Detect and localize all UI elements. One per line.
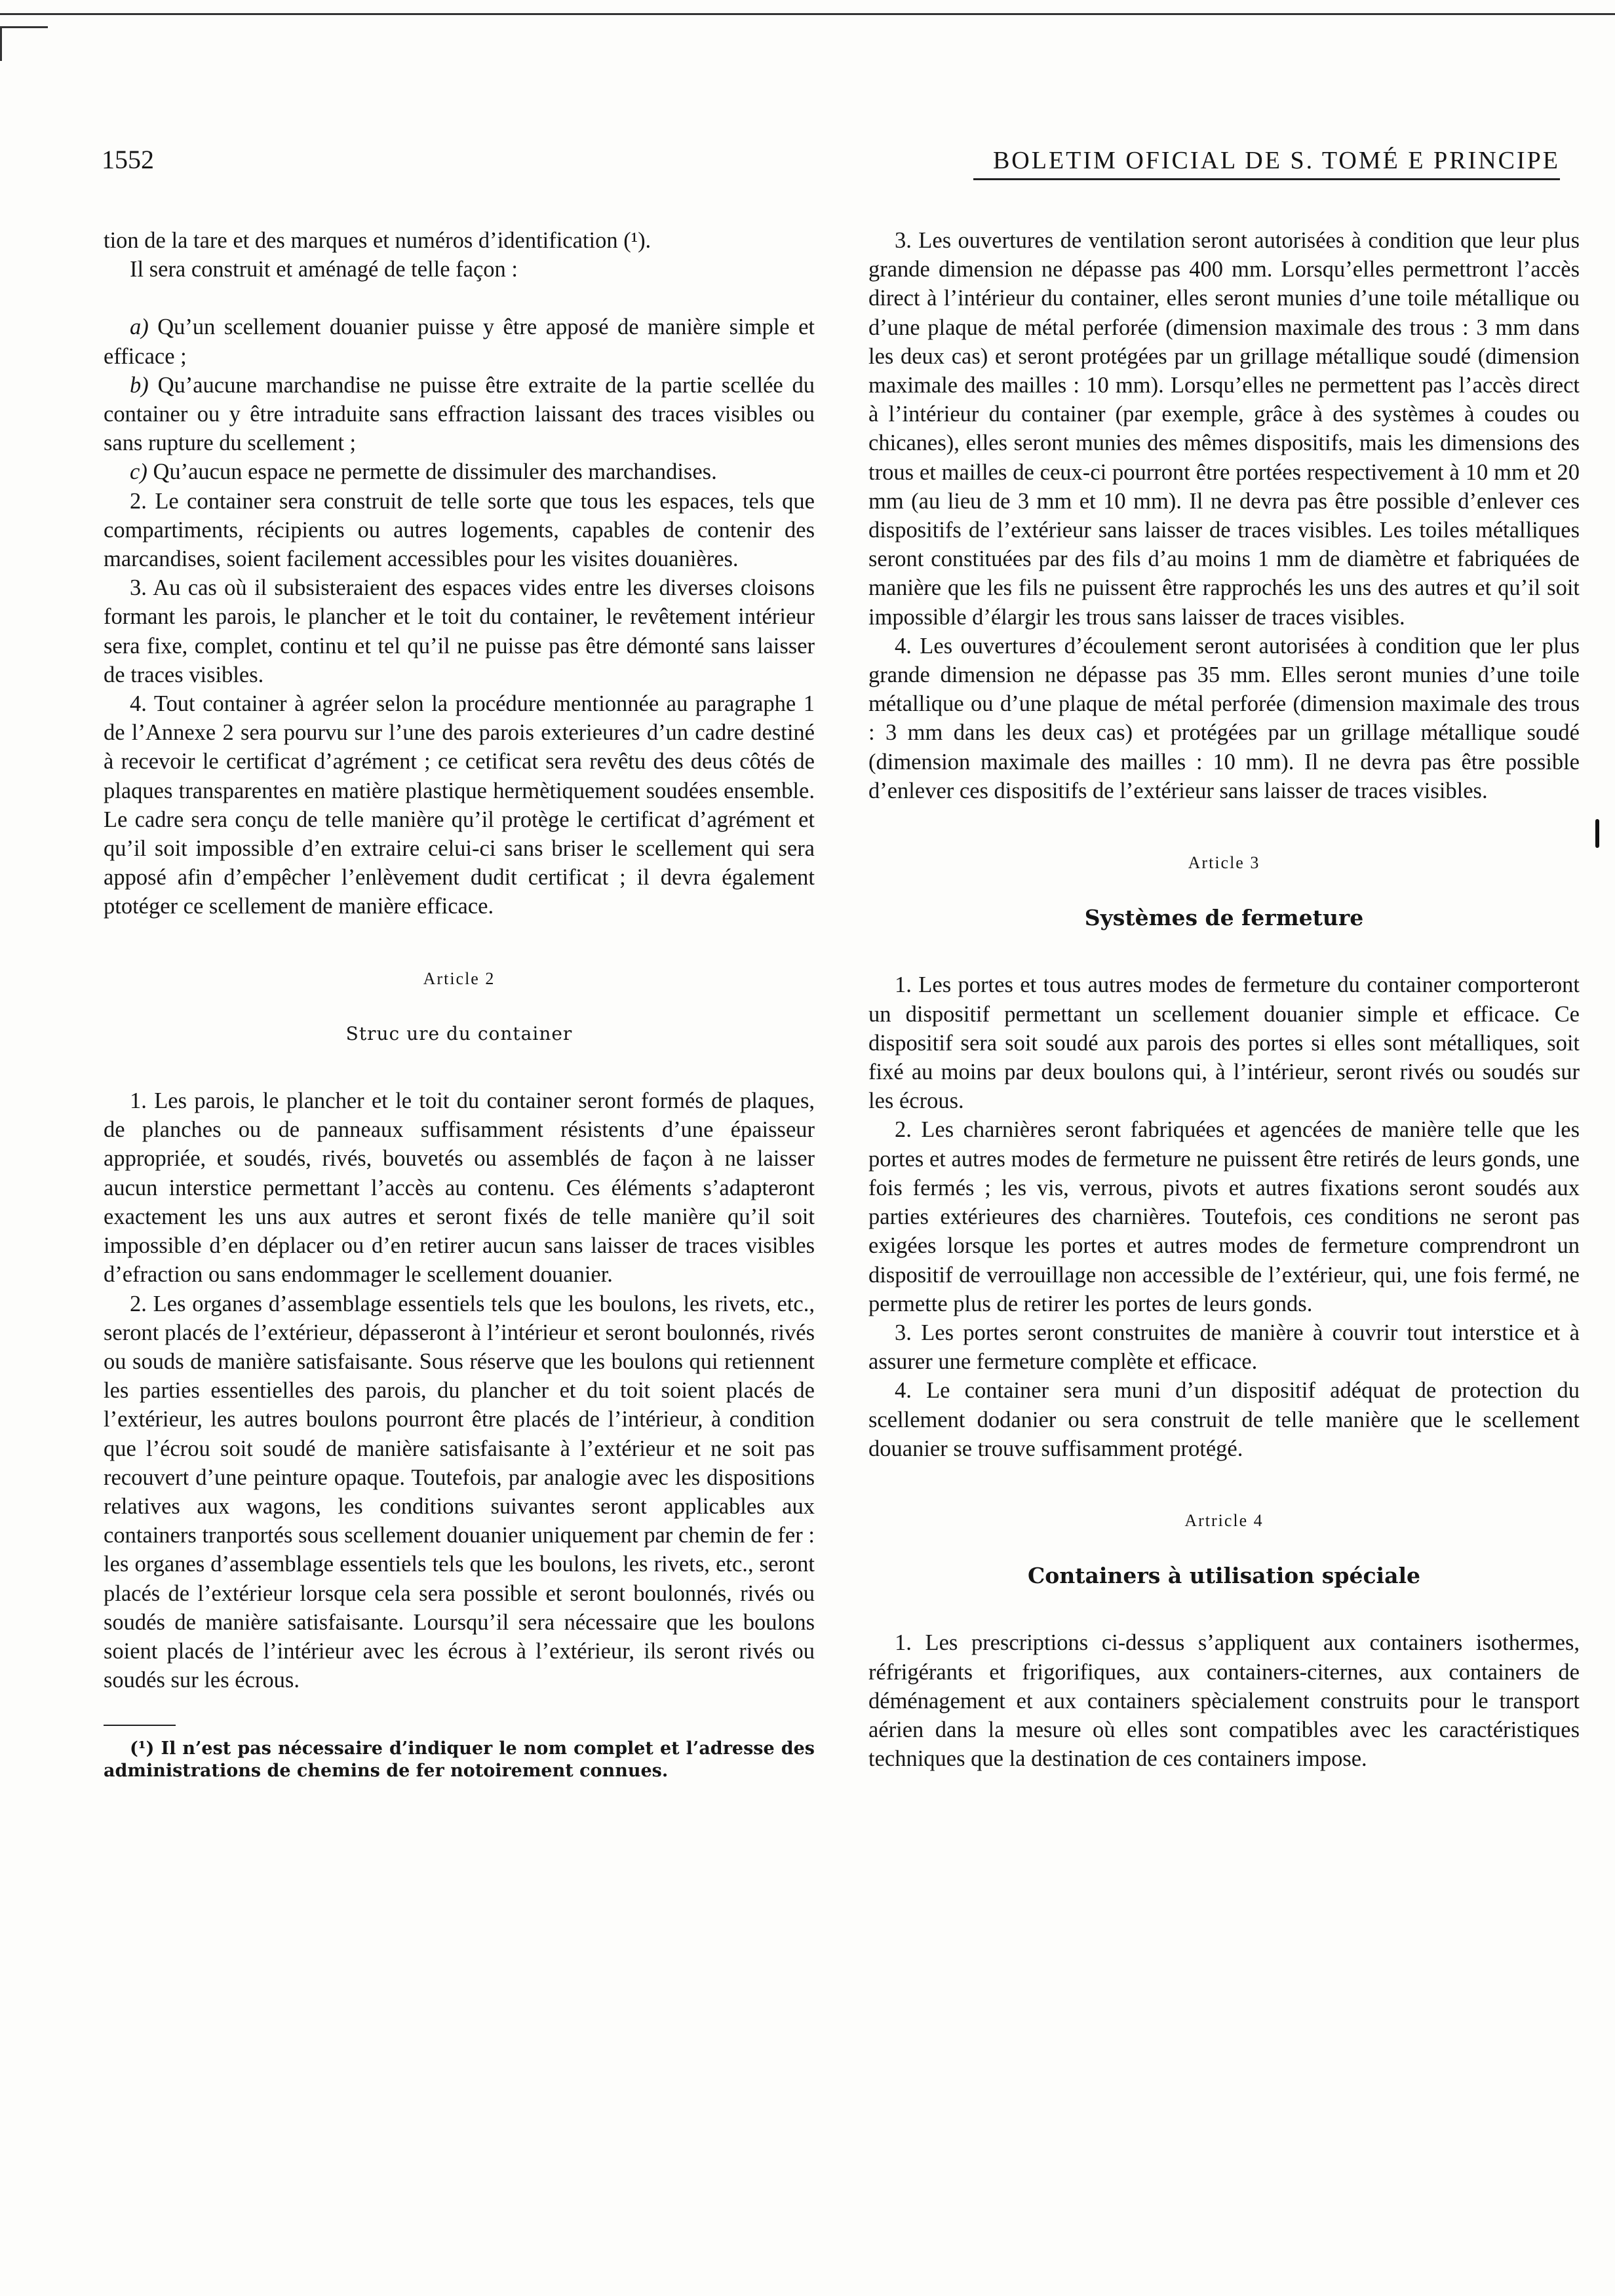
article-label: Article 3 bbox=[1188, 853, 1260, 873]
scan-mark bbox=[1595, 819, 1599, 848]
list-item bbox=[104, 371, 815, 458]
paragraph: 3. Au cas où il subsisteraient des espaces vides entre les diverses cloisons formant les parois, le plancher et le toit du container, le revêtement intérieur sera fixe, complet, continu et tel qu’il ne puisse pas être démonté sans laisser de traces visibles. bbox=[104, 575, 815, 687]
right-column bbox=[868, 226, 1580, 2277]
article-title: Containers à utilisation spéciale bbox=[1027, 1563, 1420, 1589]
header-rule bbox=[973, 178, 1560, 180]
paragraph: 4. Tout container à agréer selon la procédure mentionnée au paragraphe 1 de l’Annexe 2 sera pourvu sur l’une des parois exterieures d’un cadre destiné à recevoir le certificat d’agrément ; ce cetificat sera revêtu des deus côtés de plaques transparentes en matière plastique hermètiquement soudées ensemble. Le cadre sera conçu de telle manière qu’il protège le certificat d’agrément et qu’il soit impossible d’en extraire celui-ci sans briser le scellement qui sera apposé afin d’empêcher l’enlèvement dudit certificat ; il devra également ptotéger ce scellement de manière efficace. bbox=[104, 691, 815, 919]
paragraph: 3. Les portes seront construites de manière à couvrir tout interstice et à assurer une fermeture complète et efficace. bbox=[868, 1320, 1580, 1375]
list-text: Qu’aucun espace ne permette de dissimuler des marchandises. bbox=[147, 459, 717, 485]
left-column bbox=[104, 226, 815, 2277]
journal-title: BOLETIM OFICIAL DE S. TOMÉ E PRINCIPE bbox=[992, 147, 1560, 174]
list-item bbox=[104, 313, 815, 370]
paragraph: 1. Les portes et tous autres modes de fermeture du container comporteront un dispositif permettant un scellement douanier simple et efficace. Ce dispositif sera soit soudé aux parois des portes si elles sont métalliques, soit fixé au moins par deux boulons qui, à l’intérieur, seront rivés ou soudés sur les écrous. bbox=[868, 972, 1580, 1114]
article-title: Struc ure du container bbox=[345, 1022, 573, 1044]
paragraph: tion de la tare et des marques et numéros d’identification (¹). bbox=[104, 228, 652, 253]
list-text: Qu’un scellement douanier puisse y être apposé de manière simple et efficace ; bbox=[104, 315, 815, 369]
footnote-rule bbox=[104, 1725, 176, 1726]
scan-edge-top bbox=[0, 0, 1615, 15]
article-title: Systèmes de fermeture bbox=[1084, 905, 1364, 931]
footnote: (¹) Il n’est pas nécessaire d’indiquer le nom complet et l’adresse des administrations de chemins de fer notoirement connues. bbox=[104, 1738, 815, 1782]
list-item bbox=[104, 457, 815, 486]
list-letter: a) bbox=[130, 315, 149, 340]
page-number: 1552 bbox=[102, 145, 154, 174]
paragraph: 4. Les ouvertures d’écoulement seront autorisées à condition que ler plus grande dimension ne dépasse pas 35 mm. Elles seront munies d’une toile métallique ou d’une plaque de métal perforée (dimension maximale des trous : 3 mm dans les deux cas) et protégées par un grillage métallique soudé (dimension maximale des mailles : 10 mm). Il ne devra pas être possible d’enlever ces dispositifs de l’extérieur sans laisser de traces visibles. bbox=[868, 633, 1580, 803]
scan-edge-left bbox=[0, 26, 48, 61]
paragraph: 1. Les parois, le plancher et le toit du container seront formés de plaques, de planches ou de panneaux suffisamment résistents d’une épaisseur appropriée, et soudés, rivés, bouvetés ou assemblés de façon à ne laisser aucun interstice permettant l’accès au contenu. Ces éléments s’adapteront exactement les uns aux autres et seront fixés de telle manière qu’il soit impossible d’en déplacer ou d’en retirer aucun sans laisser de traces visibles d’efraction ou sans endommager le scellement douanier. bbox=[104, 1088, 815, 1288]
article-label: Artricle 4 bbox=[1184, 1510, 1264, 1530]
spacer bbox=[104, 284, 815, 313]
paragraph: 4. Le container sera muni d’un dispositif adéquat de protection du scellement dodanier ou sera construit de telle manière que le scellement douanier se trouve suffisamment protégé. bbox=[868, 1378, 1580, 1461]
article-label: Article 2 bbox=[423, 968, 496, 988]
paragraph: 2. Le container sera construit de telle sorte que tous les espaces, tels que compartiments, récipients ou autres logements, capables de contenir des marcandises, soient facilement accessibles pour les visites douanières. bbox=[104, 488, 815, 572]
paragraph: 1. Les prescriptions ci-dessus s’appliquent aux containers isothermes, réfrigérants et frigorifiques, aux containers-citernes, aux containers de déménagement et aux containers spècialement construits pour le transport aérien dans la mesure où elles sont compatibles avec les caractéristiques techniques que la destination de ces containers impose. bbox=[868, 1630, 1580, 1772]
paragraph: 2. Les organes d’assemblage essentiels tels que les boulons, les rivets, etc., seront placés de l’extérieur, dépasseront à l’intérieur et seront boulonnés, rivés ou souds de manière satisfaisante. Sous réserve que les boulons qui retiennent les parties essentielles des parois, du plancher et du toit soient placés de l’extérieur, les autres boulons pourront être placés de l’intérieur, à condition que l’écrou soit soudé de manière satisfaisante à l’extérieur et ne soit pas recouvert d’une peinture opaque. Toutefois, par analogie avec les dispositions relatives aux wagons, les conditions suivantes seront applicables aux containers tranportés sous scellement douanier uniquement par chemin de fer : les organes d’assemblage essentiels tels que les boulons, les rivets, etc., seront placés de l’extérieur lorsque cela sera possible et seront boulonnés, rivés ou soudés de manière satisfaisante. Loursqu’il sera nécessaire que les boulons soient placés de l’intérieur avec les écrous à l’extérieur, ils seront rivés ou soudés sur les écrous. bbox=[104, 1291, 815, 1693]
list-text: Qu’aucune marchandise ne puisse être extraite de la partie scellée du container ou y être intraduite sans effraction laissant des traces visibles ou sans rupture du scellement ; bbox=[104, 372, 815, 456]
list-letter: c) bbox=[130, 459, 147, 485]
paragraph: Il sera construit et aménagé de telle façon : bbox=[130, 257, 518, 282]
list-letter: b) bbox=[130, 372, 149, 398]
paragraph: 2. Les charnières seront fabriquées et agencées de manière telle que les portes et autres modes de fermeture ne puissent être retirés de leurs gonds, une fois fermés ; les vis, verrous, pivots et autres fixations seront soudés aux parties extérieures des charnières. Toutefois, ces conditions ne seront pas exigées lorsque les portes et autres modes de fermeture comprendront un dispositif de verrouillage non accessible de l’extérieur, qui, une fois fermé, ne permette plus de retirer les portes de leurs gonds. bbox=[868, 1117, 1580, 1316]
page-header bbox=[102, 131, 1560, 180]
paragraph: 3. Les ouvertures de ventilation seront autorisées à condition que leur plus grande dimension ne dépasse pas 400 mm. Lorsqu’elles permettront l’accès direct à l’intérieur du container, elles seront munies d’une toile métallique ou d’une plaque de métal perforée (dimension maximale des trous : 3 mm dans les deux cas) et seront protégées par un grillage métallique soudé (dimension maximale des mailles : 10 mm). Lorsqu’elles ne permettent pas l’accès direct à l’intérieur du container (par exemple, grâce à des systèmes à coudes ou chicanes), elles seront munies des mêmes dispositifs, mais les dimensions des trous et mailles de ceux-ci pourront être portées respectivement à 10 mm et 20 mm (au lieu de 3 mm et 10 mm). Il ne devra pas être possible d’enlever ces dispositifs de l’extérieur sans laisser de traces visibles. Les toiles métalliques seront constituées par des fils d’au moins 1 mm de diamètre et fabriquées de manière que les fils ne puissent être rapprochés les uns des autres et qu’il soit impossible d’élargir les trous sans laisser de traces visibles. bbox=[868, 228, 1580, 630]
